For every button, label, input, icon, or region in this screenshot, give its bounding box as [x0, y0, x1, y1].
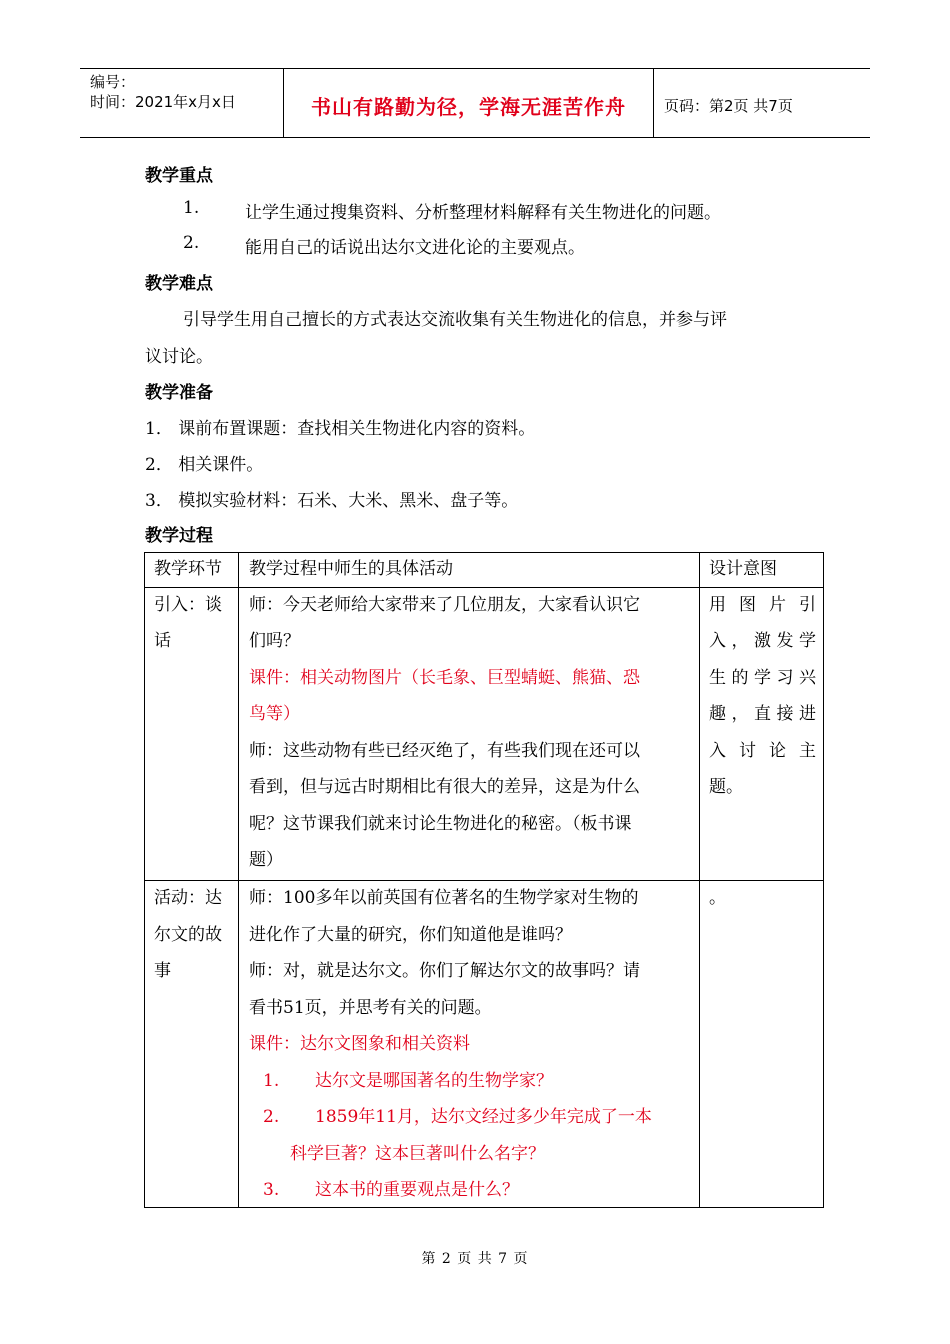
- row1-intent-line: 入讨论主: [709, 741, 816, 761]
- row2-stage-line: 尔文的故: [154, 925, 222, 945]
- row2-activity-line: 看书51页，并思考有关的问题。: [249, 998, 492, 1018]
- focus-item-1: 让学生通过搜集资料、分析整理材料解释有关生物进化的问题。: [245, 203, 721, 223]
- focus-item-2-num: 2.: [183, 233, 200, 253]
- row2-stage-line: 事: [154, 961, 171, 981]
- row1-courseware-line: 课件：相关动物图片（长毛象、巨型蜻蜓、熊猫、恐: [249, 668, 640, 688]
- number-label: 编号：: [90, 73, 136, 91]
- question-2: 1859年11月，达尔文经过多少年完成了一本: [315, 1107, 652, 1127]
- row1-stage-line: 引入：谈: [154, 595, 222, 615]
- page-info: 页码：第2页 共7页: [664, 97, 793, 115]
- row1-activity-line: 们吗？: [249, 631, 300, 651]
- question-1-num: 1.: [263, 1071, 280, 1091]
- row2-activity-line: 师：对，就是达尔文。你们了解达尔文的故事吗？请: [249, 961, 640, 981]
- row1-activity-line: 题）: [249, 850, 283, 870]
- prep-item-1: 1． 课前布置课题：查找相关生物进化内容的资料。: [145, 419, 536, 439]
- row1-intent-line: 题。: [709, 777, 743, 797]
- row1-intent-line: 生的学习兴: [709, 668, 816, 688]
- question-2-num: 2.: [263, 1107, 280, 1127]
- process-table: [144, 552, 824, 1208]
- row1-intent-line: 用图片引: [709, 595, 816, 615]
- process-title: 教学过程: [145, 526, 213, 546]
- header-middle-cell: [284, 69, 654, 137]
- row2-intent: 。: [709, 888, 726, 908]
- question-3: 这本书的重要观点是什么？: [315, 1180, 519, 1200]
- row2-stage-line: 活动：达: [154, 888, 222, 908]
- header-left-cell: [80, 69, 284, 137]
- focus-item-2: 能用自己的话说出达尔文进化论的主要观点。: [245, 238, 585, 258]
- row2-activity-line: 师：100多年以前英国有位著名的生物学家对生物的: [249, 888, 639, 908]
- prep-item-2: 2． 相关课件。: [145, 455, 264, 475]
- prep-title: 教学准备: [145, 383, 213, 403]
- slogan: 书山有路勤为径，学海无涯苦作舟: [311, 95, 626, 119]
- question-3-num: 3.: [263, 1180, 280, 1200]
- row1-activity-line: 呢？这节课我们就来讨论生物进化的秘密。（板书课: [249, 814, 632, 834]
- row1-activity-line: 师：这些动物有些已经灭绝了，有些我们现在还可以: [249, 741, 640, 761]
- prep-item-3: 3． 模拟实验材料：石米、大米、黑米、盘子等。: [145, 491, 519, 511]
- question-2-continued: 科学巨著？这本巨著叫什么名字？: [290, 1144, 545, 1164]
- time-label: 时间：2021年x月x日: [90, 93, 236, 111]
- row2-courseware-line: 课件：达尔文图象和相关资料: [249, 1034, 470, 1054]
- row2-activity-line: 进化作了大量的研究，你们知道他是谁吗？: [249, 925, 572, 945]
- header-activities: 教学过程中师生的具体活动: [249, 559, 453, 579]
- row1-courseware-line: 鸟等）: [249, 704, 300, 724]
- row1-activity-line: 师：今天老师给大家带来了几位朋友，大家看认识它: [249, 595, 640, 615]
- row1-activity-line: 看到，但与远古时期相比有很大的差异，这是为什么: [249, 777, 640, 797]
- header-intent: 设计意图: [709, 559, 777, 579]
- difficulty-title: 教学难点: [145, 274, 213, 294]
- question-1: 达尔文是哪国著名的生物学家？: [315, 1071, 553, 1091]
- row1-intent-line: 趣，直接进: [709, 704, 816, 724]
- focus-item-1-num: 1.: [183, 198, 200, 218]
- header-stage: 教学环节: [154, 559, 222, 579]
- difficulty-line-1: 引导学生用自己擅长的方式表达交流收集有关生物进化的信息，并参与评: [183, 310, 727, 330]
- page-footer: 第 2 页 共 7 页: [421, 1251, 529, 1267]
- row1-intent-line: 入，激发学: [709, 631, 816, 651]
- page-header: [80, 68, 870, 138]
- focus-title: 教学重点: [145, 166, 213, 186]
- difficulty-line-2: 议讨论。: [145, 347, 213, 367]
- row1-stage-line: 话: [154, 631, 171, 651]
